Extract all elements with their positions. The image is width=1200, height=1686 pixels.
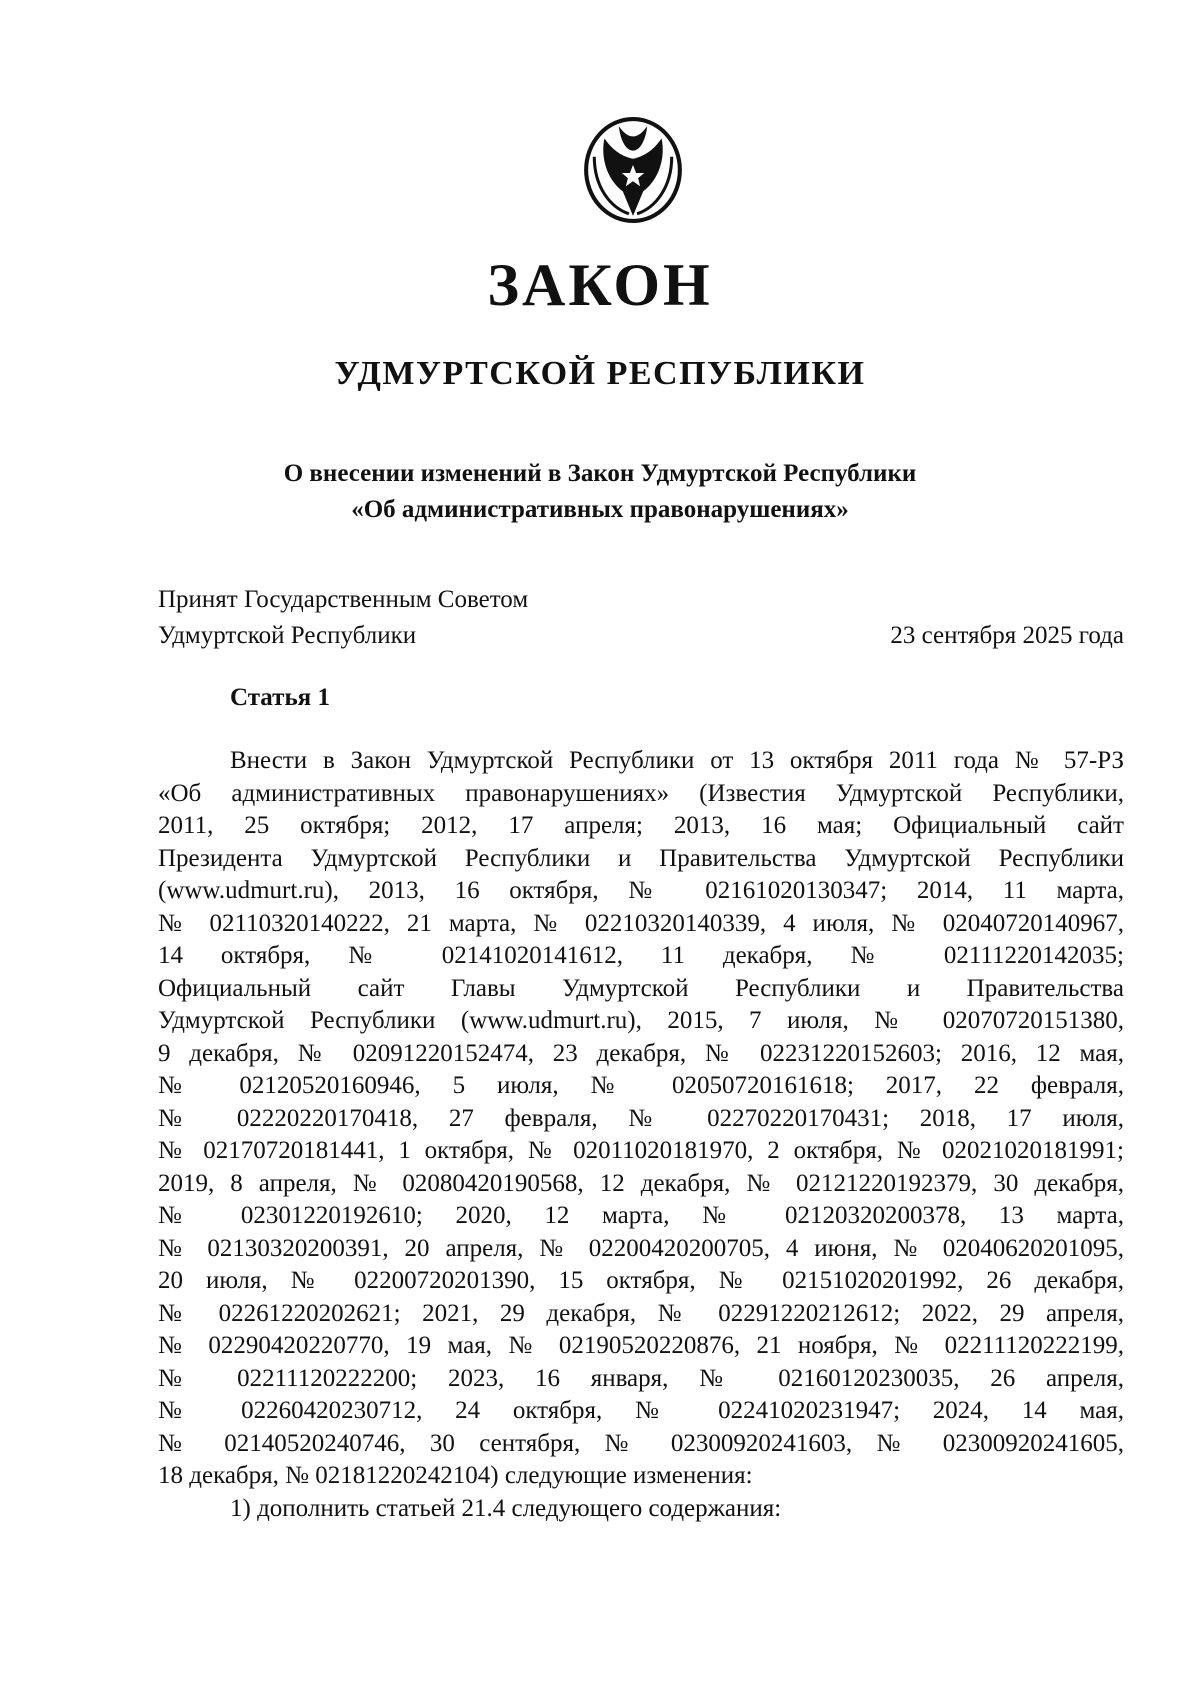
body-line: «Об административных правонарушениях» (Известия Удмуртской Республики, [158, 779, 1124, 807]
adopted-by [158, 582, 528, 654]
list-item: 1) дополнить статьей 21.4 следующего содержания: [230, 1494, 782, 1522]
article-heading: Статья 1 [230, 684, 330, 711]
adopted-by-line: Удмуртской Республики [158, 622, 417, 649]
body-line: № 02211120222200; 2023, 16 января, № 02160120230035, 26 апреля, [158, 1364, 1124, 1392]
coat-of-arms-emblem [582, 116, 684, 224]
body-line: 20 июля, № 02200720201390, 15 октября, № 02151020201992, 26 декабря, [158, 1267, 1124, 1294]
adopted-by-line: Принят Государственным Советом [158, 586, 529, 613]
body-line: Внести в Закон Удмуртской Республики от 13 октября 2011 года № 57-РЗ [230, 747, 1124, 774]
law-subject [0, 456, 1200, 528]
body-line: 2019, 8 апреля, № 02080420190568, 12 декабря, № 02121220192379, 30 декабря, [158, 1169, 1124, 1197]
body-line: № 02140520240746, 30 сентября, № 02300920241603, № 02300920241605, [158, 1429, 1124, 1457]
body-line: 14 октября, № 02141020141612, 11 декабря, № 02111220142035; [158, 942, 1124, 969]
article-body [158, 745, 1124, 1525]
body-line: 9 декабря, № 02091220152474, 23 декабря, № 02231220152603; 2016, 12 мая, [158, 1039, 1124, 1067]
body-line: 18 декабря, № 02181220242104) следующие изменения: [158, 1462, 753, 1489]
body-line: 2011, 25 октября; 2012, 17 апреля; 2013, 16 мая; Официальный сайт [158, 812, 1124, 839]
law-subject-line: О внесении изменений в Закон Удмуртской Республики [283, 460, 917, 487]
body-line: Официальный сайт Главы Удмуртской Республики и Правительства [158, 974, 1124, 1002]
adopted-date: 23 сентября 2025 года [890, 622, 1124, 649]
body-line: № 02120520160946, 5 июля, № 02050720161618; 2017, 22 февраля, [158, 1072, 1124, 1099]
body-line: Президента Удмуртской Республики и Правительства Удмуртской Республики [158, 844, 1124, 872]
law-subject-line: «Об административных правонарушениях» [351, 496, 849, 523]
body-line: № 02220220170418, 27 февраля, № 02270220170431; 2018, 17 июля, [158, 1104, 1124, 1132]
body-line: (www.udmurt.ru), 2013, 16 октября, № 02161020130347; 2014, 11 марта, [158, 877, 1124, 904]
body-line: № 02170720181441, 1 октября, № 02011020181970, 2 октября, № 02021020181991; [158, 1137, 1124, 1164]
body-line: Удмуртской Республики (www.udmurt.ru), 2015, 7 июля, № 02070720151380, [158, 1007, 1124, 1034]
body-line: № 02261220202621; 2021, 29 декабря, № 02291220212612; 2022, 29 апреля, [158, 1299, 1124, 1327]
body-line: № 02130320200391, 20 апреля, № 02200420200705, 4 июня, № 02040620201095, [158, 1234, 1124, 1262]
document-subtitle: УДМУРТСКОЙ РЕСПУБЛИКИ [334, 355, 866, 392]
body-line: № 02301220192610; 2020, 12 марта, № 02120320200378, 13 марта, [158, 1202, 1124, 1229]
body-line: № 02290420220770, 19 мая, № 02190520220876, 21 ноября, № 02211120222199, [158, 1332, 1124, 1359]
body-line: № 02260420230712, 24 октября, № 02241020231947; 2024, 14 мая, [158, 1397, 1124, 1424]
body-line: № 02110320140222, 21 марта, № 02210320140339, 4 июля, № 02040720140967, [158, 909, 1124, 937]
document-title: ЗАКОН [487, 252, 713, 318]
